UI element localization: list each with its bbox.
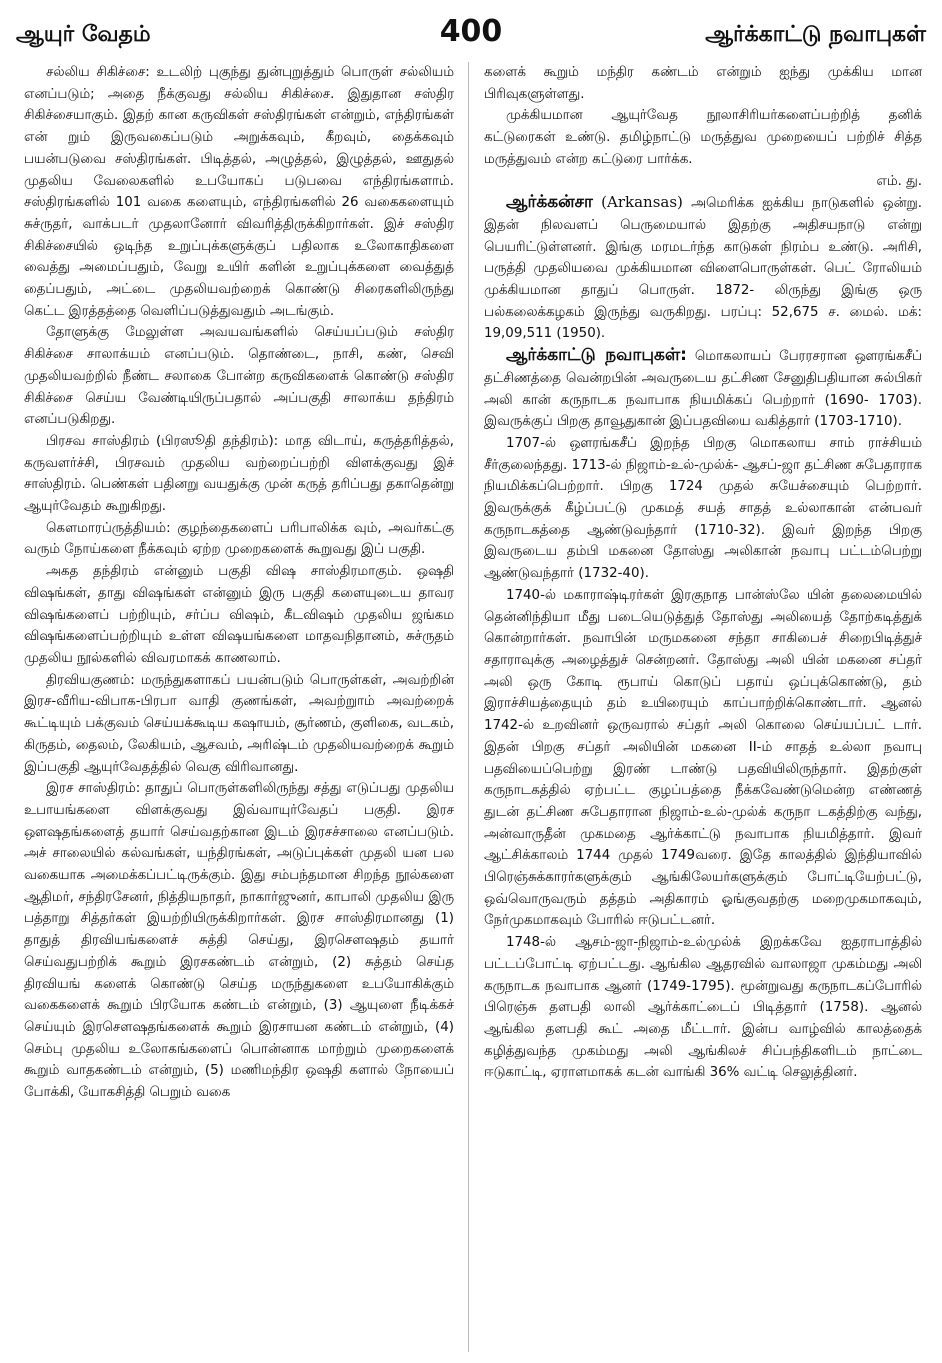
paragraph-nawab-3: 1740-ல் மகாராஷ்டிரர்கள் இரகுநாத பான்ஸ்லே யின் தலைமையில் தென்னிந்தியா மீது படையெடுத்துத் தோஸ்து அலியைத் தோற்கடித்துக் கொன்றார்கள். நவாபின் மருமகனை சந்தா சாகிபைச் சிறைபிடித்துச் சதாராவுக்கு அழைத்துச் சென்றனர். தோஸ்து அலி யின் மகனை சப்தர் அலி ஒரு கோடி ரூபாய் கொடுப் பதாய் ஒப்புக்கொண்டு, தம் இராச்சியத்தையும் தம் உயிரையும் காப்பாற்றிக்கொண்டார். ஆனல் 1742-ல் உறவினர் ஒருவரால் சப்தர் அலி கொலை செய்யப்பட் டார். இதன் பிறகு சப்தர் அலியின் மகனை II-ம் சாதத் உல்லா நவாபு பதவியைப்பெற்று இரண் டாண்டு பதவியிலிருந்தார். இதற்குள் கருநாடகத்தில் ஏற்பட்ட குழப்பத்தை நீக்கவேண்டுமென்ற எண்ணத் துடன் தட்சிண சுபேதாரான நிஜாம்-உல்-முல்க் கருநா டகத்திற்கு வந்து, அன்வாருதீன் முகமதை ஆர்க்காட்டு நவாபாக நியமித்தார். இவர் ஆட்சிக்காலம் 1744 முதல் 1749வரை. இதே காலத்தில் இந்தியாவில் பிரெஞ்சுக்காரர்களுக்கும் ஆங்கிலேயர்களுக்கும் போட்டியேற்பட்டு, ஒவ்வொருவரும் தத்தம் அதிகாரம் ஓங்குவதற்கு மறைமுகமாகவும், நேர்முகமாகவும் போரில் ஈடுபட்டனர். (484, 587, 922, 929)
paragraph-continuation: களைக் கூறும் மந்திர கண்டம் என்றும் ஐந்து முக்கிய மான பிரிவுகளுள்ளது. (484, 65, 922, 102)
paragraph-prasava: பிரசவ சாஸ்திரம் (பிரஸூதி தந்திரம்): மாத விடாய், கருத்தரித்தல், கருவளர்ச்சி, பிரசவம் முதலிய வற்றைப்பற்றி விளக்குவது இச் சாஸ்திரம். பெண்கள் பதினறு வயதுக்கு முன் கருத் தரிப்பது தகாதென்று ஆயுர்வேதம் கூறுகிறது. (24, 433, 454, 515)
page-number: 400 (439, 14, 503, 49)
paragraph-nawab-4: 1748-ல் ஆசம்-ஜா-நிஜாம்-உல்முல்க் இறக்கவே ஐதராபாத்தில் பட்டப்போட்டி ஏற்பட்டது. ஆங்கில ஆதரவில் வாலாஜா முகம்மது அலி கருநாடக நவாபாக ஆனர் (1749-1795). மூன்றுவது கருநாடகப்போரில் பிரெஞ்சு தளபதி லாலி ஆர்க்காட்டைப் பிடித்தார் (1758). ஆனல் ஆங்கில தளபதி கூட் அதை மீட்டார். இன்ப வாழ்வில் காலத்தைக் கழித்துவந்த முகம்மது அலி ஆங்கிலச் சிப்பந்திகளிடம் நாட்டை ஈடுகாட்டி, ஏராளமாகக் கடன் வாங்கி 36% வட்டி செலுத்தினர். (484, 935, 922, 1081)
paragraph-rasa: இரச சாஸ்திரம்: தாதுப் பொருள்களிலிருந்து சத்து எடுப்பது முதலிய உபாயங்களை விளக்குவது இவ்வாயுர்வேதப் பகுதி. இரச ஔஷதங்களைத் தயார் செய்வதற்கான இடம் இரசச்சாலை எனப்படும். அச் சாலையில் கல்வங்கள், யந்திரங்கள், அடுப்புக்கள் முதலி யன பல வகையாக அமைக்கப்பட்டிருக்கும். இது சம்பந்தமான சிறந்த நூல்களை ஆதிமர், சந்திரசேனர், நித்தியநாதர், நாகார்ஜுனர், காபாலி முதலிய இரு பத்தாறு சித்தர்கள் இயற்றியிருக்கிறார்கள். இரச சாஸ்திரமானது (1) தாதுத் திரவியங்களைச் சுத்தி செய்து, இரசௌஷதம் தயார் செய்வதுபற்றிக் கூறும் இரசகண்டம் என்றும், (2) சுத்தம் செய்த திரவியங் களைக் கொண்டு செய்த மருந்துகளை உபயோகிக்கும் வகைகளைக் கூறும் பிரயோக கண்டம் என்றும், (3) ஆயுளை நீடிக்கச் செய்யும் இரசௌஷதங்களைக் கூறும் இரசாயன கண்டம் என்றும், (4) செம்பு முதலிய உலோகங்களைப் பொன்னாக மாற்றும் முறைகளைக் கூறும் வாதகண்டம் என்றும், (5) மணிமந்திர ஒஷதி களால் நோயைப் போக்கி, யோகசித்தி பெறும் வகை (24, 781, 454, 1101)
paragraph-nawab-2: 1707-ல் ஔரங்கசீப் இறந்த பிறகு மொகலாய சாம் ராச்சியம் சீர்குலைந்தது. 1713-ல் நிஜாம்-உல்-முல்க்- ஆசப்-ஜா தட்சிண சுபேதாராக நியமிக்கப்பெற்றார். பிறகு 1724 முதல் சுயேச்சையும் பெற்றார். இவருக்குக் கீழ்ப்பட்டு முகமத் சயத் சாதத் உல்லாகான் என்பவர் கருநாடகத்தை ஆண்டுவந்தார் (1710-32). இவர் இறந்த பிறகு இவருடைய தம்பி மகனை தோஸ்து அலிகான் நவாபு பட்டம்பெற்று ஆண்டுவந்தார் (1732-40). (484, 435, 922, 582)
paragraph-salliya: சல்லிய சிகிச்சை: உடலிற் புகுந்து துன்புறுத்தும் பொருள் சல்லியம் எனப்படும்; அதை நீக்குவது சல்லிய சிகிச்சை. இதுதான சஸ்திர சிகிச்சையாகும். இதற் கான கருவிகள் சஸ்திரங்கள் என்றும், எந்திரங்கள் என் றும் இருவகைப்படும் அறுக்கவும், கீறவும், தைக்கவும் பயன்படுவை சஸ்திரங்கள். பிடித்தல், அழுத்தல், இழுத்தல், ஊதுதல் முதலிய வேலைகளில் உபயோகப் படுபவை எந்திரங்களாம். சஸ்திரங்களில் 101 வகை களையும், எந்திரங்களில் 26 வகைகளையும் சுச்ருதர், வாக்படர் முதலானோர் விவரித்திருக்கிறார்கள். இச் சஸ்திர சிகிச்சையில் ஒடிந்த உறுப்புக்களுக்குப் பதிலாக உலோகாதிகளை வைத்து அமைப்பதும், வேறு உயிர் களின் உறுப்புக்களை வைத்துத் தைப்பதும், அட்டை முதலியவற்றைக் கொண்டு சிரைகளிலிருந்து கெட்ட இரத்தத்தை வெளிப்படுத்துவதும் அடங்கும். (24, 65, 454, 319)
right-column (484, 62, 922, 1360)
paragraph-salakyam: தோளுக்கு மேலுள்ள அவயவங்களில் செய்யப்படும் சஸ்திர சிகிச்சை சாலாக்யம் எனப்படும். தொண்டை, நாசி, கண், செவி முதலியவற்றில் நீண்ட சலாகை போன்ற கருவிகளைக் கொண்டு சஸ்திர சிகிச்சை செய்ய வேண்டியிருப்பதால் அப்பகுதி சாலாக்ய தந்திரம் எனப்படுகிறது. (24, 325, 454, 428)
paragraph-kaumara: கௌமாரப்ருத்தியம்: குழந்தைகளைப் பரிபாலிக்க வும், அவர்கட்கு வரும் நோய்களை நீக்கவும் ஏற்ற முறைகளைக் கூறுவது இப் பகுதி. (24, 520, 454, 558)
paragraph-dravyaguna: திரவியகுணம்: மருந்துகளாகப் பயன்படும் பொருள்கள், அவற்றின் இரச-வீரிய-விபாக-பிரபா வாதி குணங்கள், அவற்றுாம் அவற்றைக் கூட்டியும் பக்குவம் செய்யக்கூடிய கஷாயம், சூர்ணம், குளிகை, வடகம், கிருதம், தைலம், லேகியம், ஆசவம், அரிஷ்டம் முதலியவற்றைக் கூறும் இப்பகுதி ஆயுர்வேதத்தில் வெகு விரிவானது. (24, 672, 454, 775)
running-head-right: ஆர்க்காட்டு நவாபுகள் (705, 22, 926, 47)
entry-title-arkansas: ஆர்க்கன்சா (506, 192, 593, 213)
left-column (24, 62, 454, 1360)
entry-arkansas (484, 192, 922, 345)
entry-subtitle-arkansas: (Arkansas) (601, 193, 683, 212)
column-divider (468, 62, 469, 1352)
entry-arcot-nawabs (484, 345, 922, 433)
running-head-left: ஆயுர் வேதம் (16, 22, 151, 47)
paragraph-ayurveda-authors: முக்கியமான ஆயுர்வேத நூலாசிரியர்களைப்பற்றித் தனிக் கட்டுரைகள் உண்டு. தமிழ்நாட்டு மருத்துவ முறையைப் பற்றிச் சித்த மருத்துவம் என்ற கட்டுரை பார்க்க. (484, 108, 922, 167)
author-signature: எம். து. (876, 173, 922, 189)
paragraph-nawab-1: மொகலாயப் பேரரசரான ஔரங்கசீப் தட்சிணத்தை வென்றபின் அவருடைய தட்சிண சேனுதிபதியான சுல்பிகர் அலி கான் கருநாடக நவாபாக நியமிக்கப் பெற்றார் (1690- 1703). இவருக்குப் பிறகு தாவூதுகான் இப்பதவியை வகித்தார் (1703-1710). (484, 349, 922, 430)
entry-body-arkansas: அமெரிக்க ஐக்கிய நாடுகளில் ஒன்று. இதன் நிலவளப் பெருமையால் இதற்கு அதிசயநாடு என்று பெயரிட்டுள்ளனர். இங்கு மரமடர்ந்த காடுகள் நிரம்ப உண்டு. அரிசி, பருத்தி முதலியவை முக்கியமான விளைபொருள்கள். பெட் ரோலியம் முக்கியமான தாதுப் பொருள். 1872- லிருந்து இங்கு ஒரு பல்கலைக்கழகம் இருந்து வருகிறது. பரப்பு: 52,675 ச. மைல். மக்: 19,09,511 (1950). (484, 196, 922, 342)
page-header (0, 0, 942, 56)
entry-title-arcot-nawabs: ஆர்க்காட்டு நவாபுகள்: (506, 345, 687, 366)
paragraph-agada: அகத தந்திரம் என்னும் பகுதி விஷ சாஸ்திரமாகும். ஒஷதி விஷங்கள், தாது விஷங்கள் என்னும் இரு பகுதி களையுடைய தாவர விஷங்களைப் பற்றியும், சர்ப்ப விஷம், கீடவிஷம் முதலிய ஜங்கம விஷங்களைப்பற்றியும் உள்ள விஷயங்களை மாதவநிதானம், சுச்ருதம் முதலிய நூல்களில் விவரமாகக் காணலாம். (24, 564, 454, 666)
